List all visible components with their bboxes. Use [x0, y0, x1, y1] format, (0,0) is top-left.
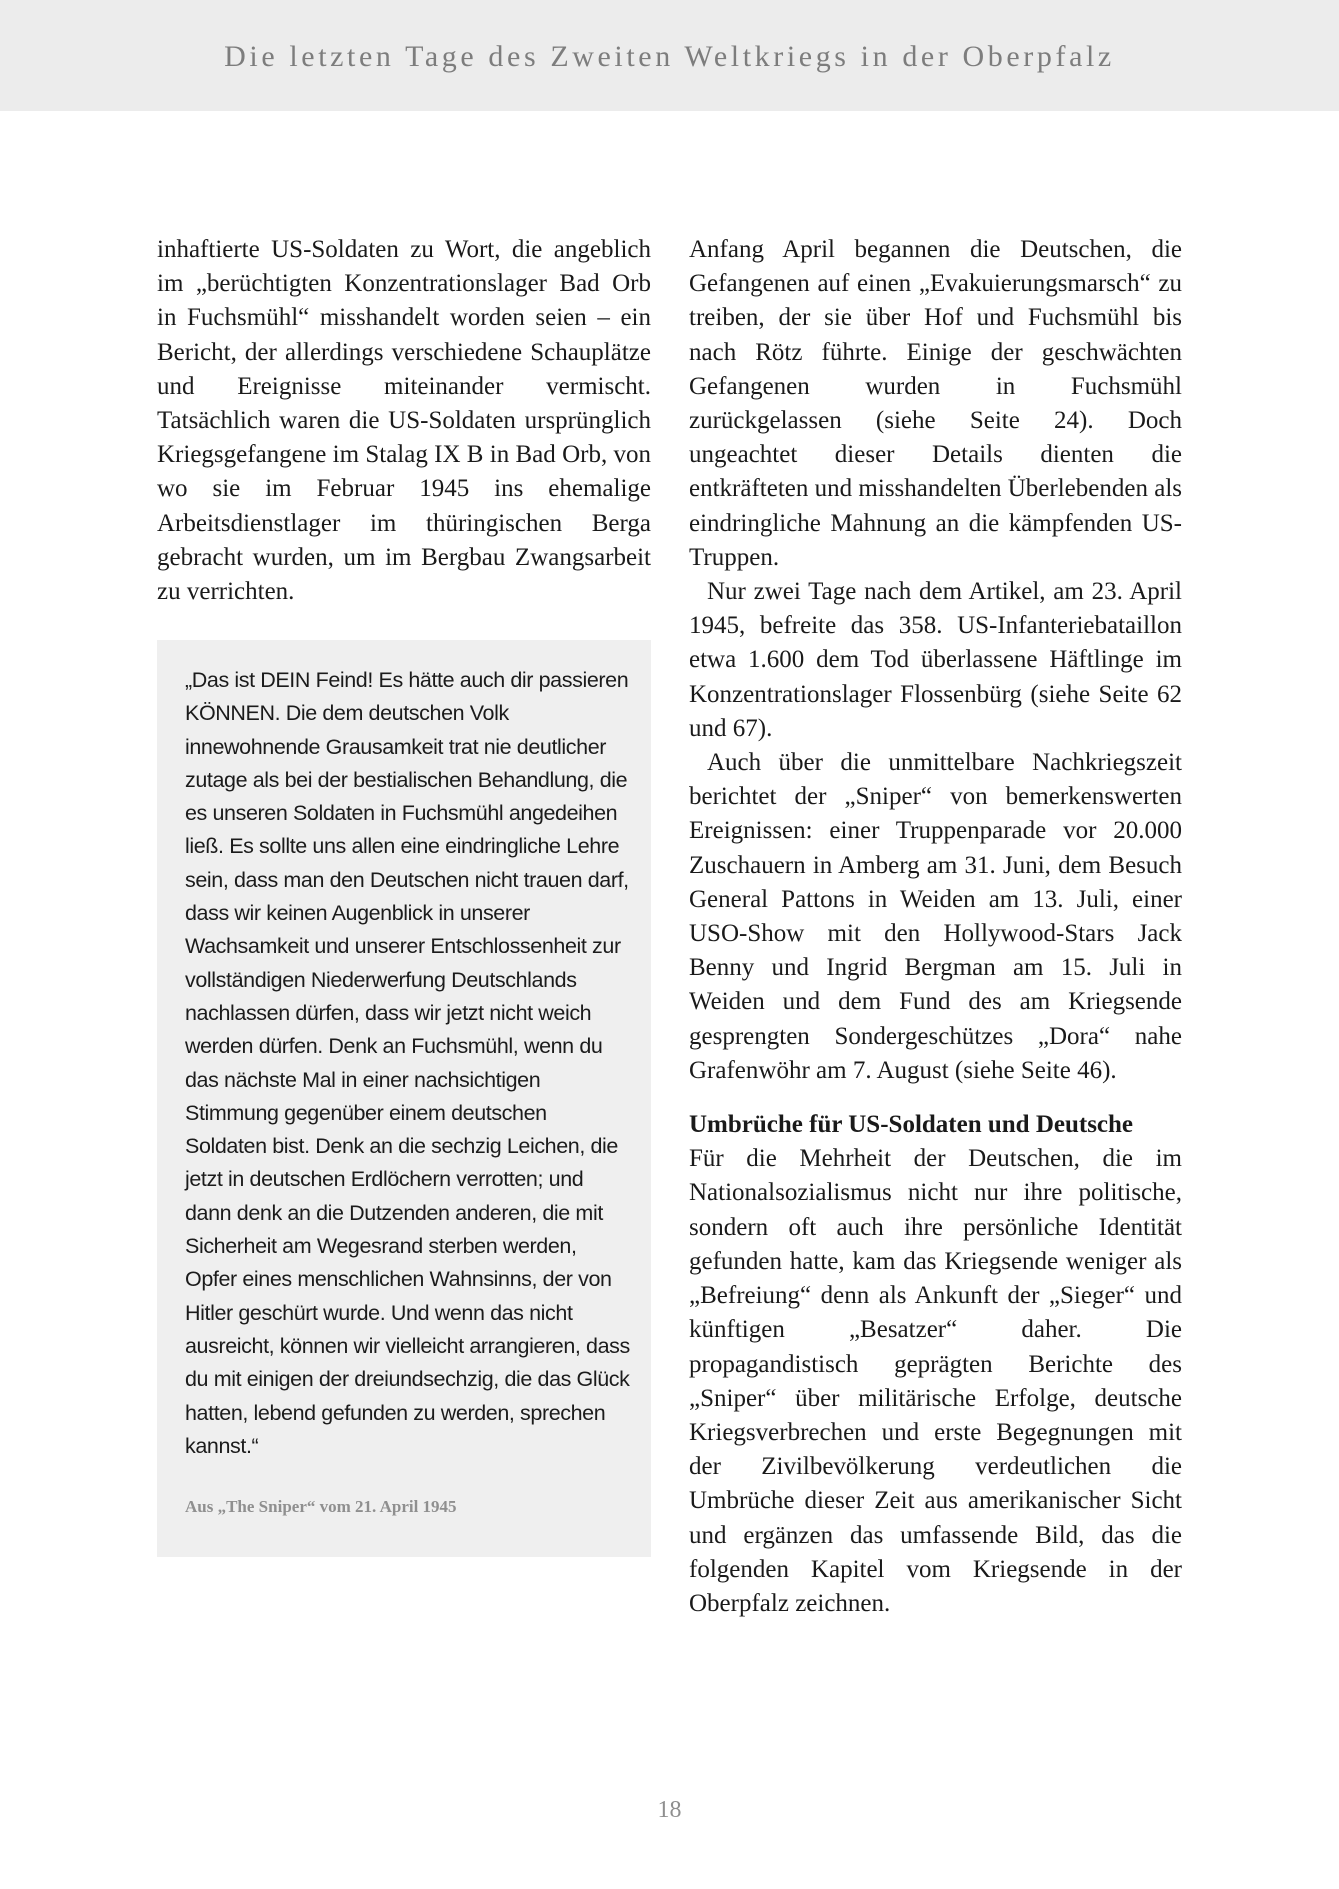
quote-text: „Das ist DEIN Feind! Es hätte auch dir passieren KÖNNEN. Die dem deutschen Volk innewohnende Grausamkeit trat nie deutlicher zutage als bei der bestialischen Behandlung, die es unseren Soldaten in Fuchsmühl angedeihen ließ. Es sollte uns allen eine eindringliche Lehre sein, dass man den Deutschen nicht trauen darf, dass wir keinen Augenblick in unserer Wachsamkeit und unserer Entschlossenheit zur vollständigen Niederwerfung Deutschlands nachlassen dürfen, dass wir jetzt nicht weich werden dürfen. Denk an Fuchsmühl, wenn du das nächste Mal in einer nachsichtigen Stimmung gegenüber einem deutschen Soldaten bist. Denk an die sechzig Leichen, die jetzt in deutschen Erdlöchern verrotten; und dann denk an die Dutzenden anderen, die mit Sicherheit am Wegesrand sterben werden, Opfer eines menschlichen Wahnsinns, der von Hitler geschürt wurde. Und wenn das nicht ausreicht, können wir vielleicht arrangieren, dass du mit einigen der dreiundsechzig, die das Glück hatten, lebend gefunden zu werden, sprechen kannst.“ — [185, 668, 630, 1458]
left-column — [157, 233, 651, 609]
running-title: Die letzten Tage des Zweiten Weltkriegs in der Oberpfalz — [224, 40, 1115, 73]
quote-source: Aus „The Sniper“ vom 21. April 1945 — [185, 1497, 457, 1516]
right-column — [689, 233, 1182, 1621]
left-paragraph: inhaftierte US-Soldaten zu Wort, die angeblich im „berüchtigten Konzentrationslager Bad Orb in Fuchsmühl“ misshandelt worden seien – ein Bericht, der allerdings verschiedene Schauplätze und Ereignisse miteinander vermischt. Tatsächlich waren die US-Soldaten ursprünglich Kriegsgefangene im Stalag IX B in Bad Orb, von wo sie im Februar 1945 ins ehemalige Arbeitsdienstlager im thüringischen Berga gebracht wurden, um im Bergbau Zwangsarbeit zu verrichten. — [157, 236, 651, 606]
page-number: 18 — [657, 1797, 682, 1823]
section-paragraph: Für die Mehrheit der Deutschen, die im Nationalsozialismus nicht nur ihre politische, sondern oft auch ihre persönliche Identität gefunden hatte, kam das Kriegsende weniger als „Befreiung“ denn als Ankunft der „Sieger“ und künftigen „Besatzer“ daher. Die propagandistisch geprägten Berichte des „Sniper“ über militärische Erfolge, deutsche Kriegsverbrechen und erste Begegnungen mit der Zivilbevölkerung verdeutlichen die Umbrüche dieser Zeit aus amerikanischer Sicht und ergänzen das umfassende Bild, das die folgenden Kapitel vom Kriegsende in der Oberpfalz zeichnen. — [689, 1145, 1182, 1617]
right-paragraph-1: Anfang April begannen die Deutschen, die Gefangenen auf einen „Evakuierungsmarsch“ zu treiben, der sie über Hof und Fuchsmühl bis nach Rötz führte. Einige der geschwächten Gefangenen wurden in Fuchsmühl zurückgelassen (siehe Seite 24). Doch ungeachtet dieser Details dienten die entkräfteten und misshandelten Überlebenden als eindringliche Mahnung an die kämpfenden US-Truppen. — [689, 236, 1182, 571]
running-header — [0, 0, 1339, 111]
quote-box — [157, 640, 651, 1557]
section-heading: Umbrüche für US-Soldaten und Deutsche — [689, 1111, 1134, 1139]
right-paragraph-2: Nur zwei Tage nach dem Artikel, am 23. April 1945, befreite das 358. US-Infanteriebataillon etwa 1.600 dem Tod überlassene Häftlinge im Konzentrationslager Flossenbürg (siehe Seite 62 und 67). — [689, 578, 1182, 742]
right-paragraph-3: Auch über die unmittelbare Nachkriegszeit berichtet der „Sniper“ von bemerkenswerten Ereignissen: einer Truppenparade vor 20.000 Zuschauern in Amberg am 31. Juni, dem Besuch General Pattons in Weiden am 13. Juli, einer USO-Show mit den Hollywood-Stars Jack Benny und Ingrid Bergman am 15. Juli in Weiden und dem Fund des am Kriegsende gesprengten Sondergeschützes „Dora“ nahe Grafenwöhr am 7. August (siehe Seite 46). — [689, 749, 1182, 1084]
